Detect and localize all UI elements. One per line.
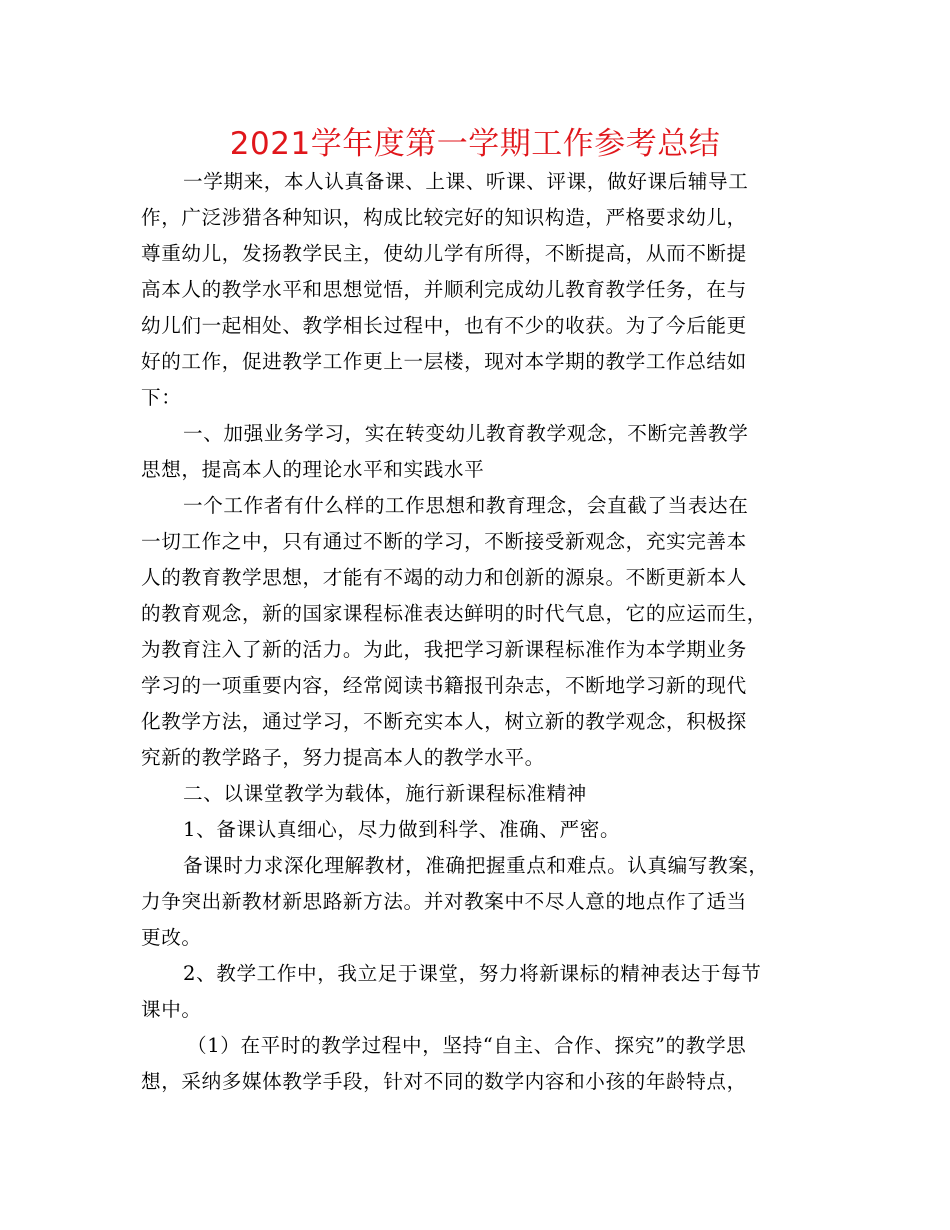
paragraph-line: 备课时力求深化理解教材，准确把握重点和难点。认真编写教案， (183, 854, 769, 877)
paragraph-line: 更改。 (141, 926, 202, 949)
paragraph-line: 好的工作，促进教学工作更上一层楼，现对本学期的教学工作总结如 (141, 350, 747, 373)
document-body (141, 164, 813, 1100)
paragraph-line: 究新的教学路子，努力提高本人的教学水平。 (141, 746, 545, 769)
document-title: 2021学年度第一学期工作参考总结 (229, 126, 721, 162)
paragraph-line: 为教育注入了新的活力。为此，我把学习新课程标准作为本学期业务 (141, 638, 747, 661)
paragraph-line: 一切工作之中，只有通过不断的学习，不断接受新观念，充实完善本 (141, 530, 747, 553)
paragraph-line: 学习的一项重要内容，经常阅读书籍报刊杂志，不断地学习新的现代 (141, 674, 747, 697)
paragraph-line: 人的教育教学思想，才能有不竭的动力和创新的源泉。不断更新本人 (141, 566, 747, 589)
subsection-heading-line: 课中。 (141, 998, 202, 1021)
paragraph-line: 一学期来，本人认真备课、上课、听课、评课，做好课后辅导工 (183, 170, 749, 193)
section-heading-line: 思想，提高本人的理论水平和实践水平 (141, 458, 485, 481)
subsection-heading-line: 1、备课认真细心，尽力做到科学、准确、严密。 (183, 818, 621, 841)
section-heading-line: 一、加强业务学习，实在转变幼儿教育教学观念，不断完善教学 (183, 422, 749, 445)
paragraph-line: （1）在平时的教学过程中，坚持“自主、合作、探究”的教学思 (187, 1034, 747, 1057)
paragraph-line: 的教育观念，新的国家课程标准表达鲜明的时代气息，它的应运而生， (141, 602, 768, 625)
subsection-heading-line: 2、教学工作中，我立足于课堂，努力将新课标的精神表达于每节 (183, 962, 762, 985)
paragraph-line: 化教学方法，通过学习，不断充实本人，树立新的教学观念，积极探 (141, 710, 747, 733)
paragraph-line: 尊重幼儿，发扬教学民主，使幼儿学有所得，不断提高，从而不断提 (141, 242, 747, 265)
paragraph-line: 幼儿们一起相处、教学相长过程中，也有不少的收获。为了今后能更 (141, 314, 747, 337)
paragraph-line: 高本人的教学水平和思想觉悟，并顺利完成幼儿教育教学任务，在与 (141, 278, 747, 301)
section-heading-line: 二、以课堂教学为载体，施行新课程标准精神 (183, 782, 587, 805)
paragraph-line: 一个工作者有什么样的工作思想和教育理念，会直截了当表达在 (183, 494, 749, 517)
paragraph-line: 下： (141, 386, 182, 409)
paragraph-line: 力争突出新教材新思路新方法。并对教案中不尽人意的地点作了适当 (141, 890, 747, 913)
paragraph-line: 作，广泛涉猎各种知识，构成比较完好的知识构造，严格要求幼儿， (141, 206, 747, 229)
paragraph-line: 想，采纳多媒体教学手段，针对不同的数学内容和小孩的年龄特点， (141, 1070, 747, 1093)
